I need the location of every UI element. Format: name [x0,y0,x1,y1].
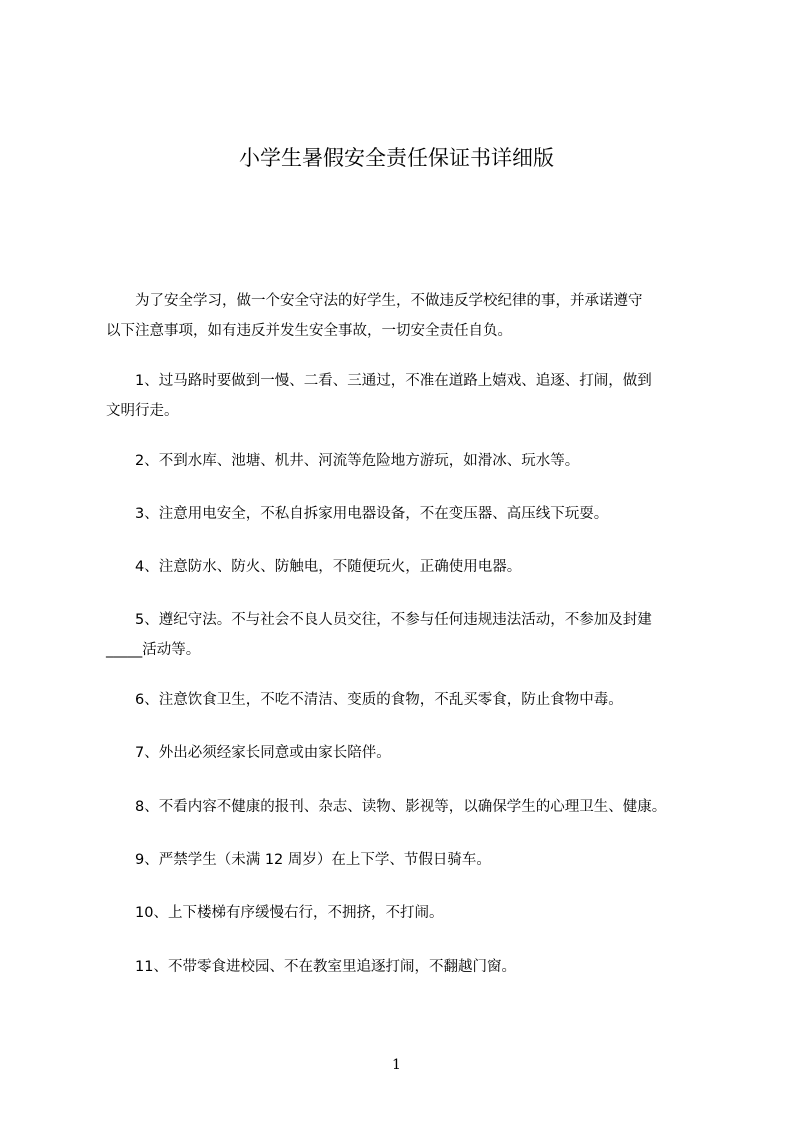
paragraph-line: 8、不看内容不健康的报刊、杂志、读物、影视等，以确保学生的心理卫生、健康。 [106,799,667,815]
paragraph-rule-7 [106,738,716,768]
paragraph-line: 11、不带零食进校园、不在教室里追逐打闹，不翻越门窗。 [106,959,516,975]
paragraph-line: 为了安全学习，做一个安全守法的好学生，不做违反学校纪律的事，并承诺遵守 [106,293,643,309]
paragraph-line: _____活动等。 [106,642,201,658]
paragraph-line: 9、严禁学生（未满 12 周岁）在上下学、节假日骑车。 [106,852,491,868]
paragraph-intro [106,286,716,346]
paragraph-rule-4 [106,552,716,582]
paragraph-line: 2、不到水库、池塘、机井、河流等危险地方游玩，如滑冰、玩水等。 [106,453,580,469]
paragraph-line: 6、注意饮食卫生，不吃不清洁、变质的食物，不乱买零食，防止食物中毒。 [106,692,623,708]
paragraph-rule-2 [106,446,716,476]
paragraph-rule-8 [106,792,716,822]
paragraph-rule-3 [106,499,716,529]
paragraph-line: 5、遵纪守法。不与社会不良人员交往，不参与任何违规违法活动，不参加及封建 [106,612,652,628]
paragraph-line: 4、注意防水、防火、防触电，不随便玩火，正确使用电器。 [106,559,522,575]
paragraph-rule-1 [106,366,716,426]
paragraph-line: 7、外出必须经家长同意或由家长陪伴。 [106,745,391,761]
paragraph-line: 以下注意事项，如有违反并发生安全事故，一切安全责任自负。 [106,323,512,339]
paragraph-line: 10、上下楼梯有序缓慢右行，不拥挤，不打闹。 [106,905,444,921]
paragraph-rule-5 [106,605,716,665]
paragraph-line: 文明行走。 [106,403,179,419]
paragraph-line: 3、注意用电安全，不私自拆家用电器设备，不在变压器、高压线下玩耍。 [106,506,609,522]
paragraph-rule-10 [106,898,716,928]
paragraph-rule-9 [106,845,716,875]
paragraph-rule-11 [106,952,716,982]
paragraph-line: 1、过马路时要做到一慢、二看、三通过，不准在道路上嬉戏、追逐、打闹，做到 [106,373,652,389]
page-number: 1 [392,1057,401,1073]
document-title: 小学生暑假安全责任保证书详细版 [239,146,554,170]
paragraph-rule-6 [106,685,716,715]
